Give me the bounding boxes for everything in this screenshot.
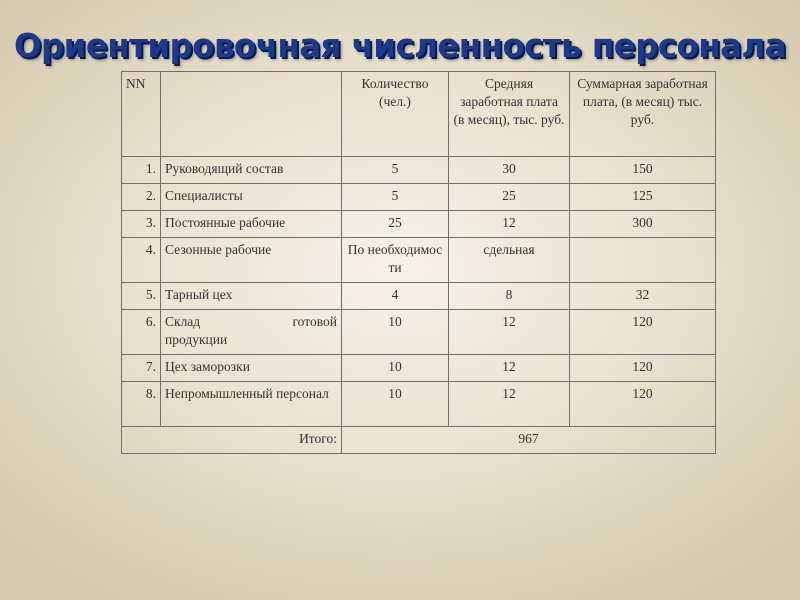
table-header-row (122, 72, 716, 157)
row-name: Цех заморозки (161, 355, 342, 382)
row-avg: сдельная (449, 238, 570, 283)
table-row (122, 184, 716, 211)
row-total: 125 (570, 184, 716, 211)
row-name: Непромышленный персонал (161, 382, 342, 427)
row-total: 120 (570, 355, 716, 382)
row-num: 8. (122, 382, 161, 427)
row-count: 5 (342, 157, 449, 184)
header-count: Количество (чел.) (342, 72, 449, 157)
row-count: 10 (342, 310, 449, 355)
row-name-part: готовой (292, 314, 337, 329)
row-avg: 25 (449, 184, 570, 211)
row-count: По необходимости (342, 238, 449, 283)
row-total: 300 (570, 211, 716, 238)
header-avg-salary: Средняя заработная плата (в месяц), тыс. руб. (449, 72, 570, 157)
table-row (122, 238, 716, 283)
row-name: Сезонные рабочие (161, 238, 342, 283)
row-num: 4. (122, 238, 161, 283)
row-count: 10 (342, 355, 449, 382)
row-count: 10 (342, 382, 449, 427)
row-name-part: Склад (165, 314, 201, 329)
table-row (122, 382, 716, 427)
table-row (122, 355, 716, 382)
row-count: 5 (342, 184, 449, 211)
row-avg: 12 (449, 355, 570, 382)
row-total: 120 (570, 310, 716, 355)
row-name: Постоянные рабочие (161, 211, 342, 238)
total-value: 967 (342, 427, 716, 454)
table-row (122, 157, 716, 184)
row-name: Специалисты (161, 184, 342, 211)
row-total: 150 (570, 157, 716, 184)
row-total: 32 (570, 283, 716, 310)
row-avg: 12 (449, 382, 570, 427)
row-avg: 12 (449, 211, 570, 238)
row-count: 4 (342, 283, 449, 310)
row-avg: 8 (449, 283, 570, 310)
row-num: 3. (122, 211, 161, 238)
row-name: Руководящий состав (161, 157, 342, 184)
staff-table (121, 71, 716, 454)
row-name (161, 310, 342, 355)
row-total: 120 (570, 382, 716, 427)
row-num: 6. (122, 310, 161, 355)
row-num: 2. (122, 184, 161, 211)
table-row (122, 211, 716, 238)
row-avg: 12 (449, 310, 570, 355)
row-total (570, 238, 716, 283)
row-count: 25 (342, 211, 449, 238)
table-total-row (122, 427, 716, 454)
total-label: Итого: (122, 427, 342, 454)
row-name: Тарный цех (161, 283, 342, 310)
table-row (122, 283, 716, 310)
header-num: NN (122, 72, 161, 157)
slide-title: Ориентировочная численность персонала (14, 26, 786, 65)
row-num: 5. (122, 283, 161, 310)
table-row (122, 310, 716, 355)
row-num: 7. (122, 355, 161, 382)
row-num: 1. (122, 157, 161, 184)
row-name-part: продукции (165, 332, 228, 347)
header-total-salary: Суммарная заработная плата, (в месяц) тыс. руб. (570, 72, 716, 157)
row-avg: 30 (449, 157, 570, 184)
header-name (161, 72, 342, 157)
